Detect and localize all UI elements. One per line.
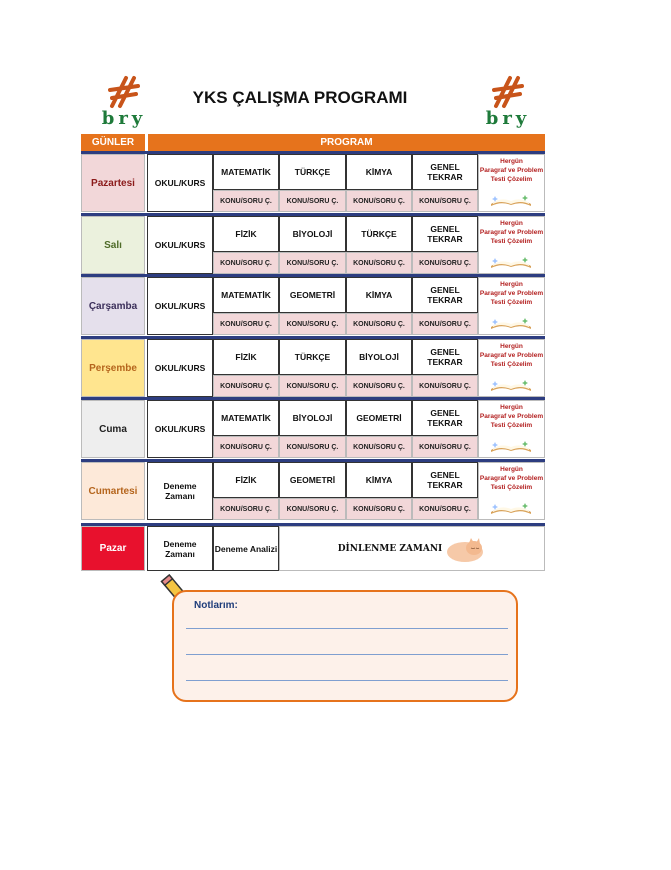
daily-line1: Hergün: [500, 220, 523, 227]
first-slot-text: OKUL/KURS: [154, 301, 206, 311]
subject-cell: [213, 400, 279, 436]
subject-cell: [213, 154, 279, 190]
open-book-icon: [487, 315, 535, 331]
day-name: Cumartesi: [81, 462, 145, 520]
first-slot-cell: [147, 400, 213, 458]
konu-soru-cell: [279, 190, 346, 212]
konu-soru-cell: [346, 436, 412, 458]
konu-soru-text: KONU/SORU Ç.: [220, 505, 272, 513]
konu-soru-cell: [346, 498, 412, 520]
konu-soru-text: KONU/SORU Ç.: [286, 443, 339, 451]
subject-cell: [213, 339, 279, 375]
subject-text: TÜRKÇE: [361, 229, 397, 239]
konu-soru-text: KONU/SORU Ç.: [353, 320, 405, 328]
note-line[interactable]: [186, 654, 508, 655]
daily-line3: Testi Çözelim: [490, 238, 533, 245]
sunday-col1: [147, 526, 213, 571]
day-row: [81, 459, 545, 520]
subject-text: KİMYA: [365, 475, 393, 485]
konu-soru-cell: [213, 313, 279, 335]
subject-text: GENEL TEKRAR: [427, 162, 463, 182]
day-row: [81, 151, 545, 212]
first-slot-text: Deneme Zamanı: [163, 481, 197, 501]
konu-soru-text: KONU/SORU Ç.: [353, 443, 405, 451]
subject-text: KİMYA: [365, 167, 393, 177]
daily-practice-cell: [478, 462, 545, 520]
konu-soru-text: KONU/SORU Ç.: [419, 320, 471, 328]
konu-soru-cell: [213, 436, 279, 458]
konu-soru-cell: [412, 190, 478, 212]
header-program: PROGRAM: [148, 134, 545, 151]
konu-soru-cell: [279, 498, 346, 520]
first-slot-text: OKUL/KURS: [154, 424, 206, 434]
open-book-icon: [487, 377, 535, 393]
sleeping-cat-icon: [444, 534, 486, 564]
subject-text: FİZİK: [235, 475, 257, 485]
first-slot-cell: [147, 462, 213, 520]
subject-cell: [346, 462, 412, 498]
konu-soru-text: KONU/SORU Ç.: [286, 197, 339, 205]
daily-line3: Testi Çözelim: [490, 361, 533, 368]
subject-cell: [213, 216, 279, 252]
subject-cell: [279, 216, 346, 252]
daily-practice-cell: [478, 216, 545, 274]
day-row-sunday: [81, 523, 545, 571]
note-line[interactable]: [186, 680, 508, 681]
day-name: Pazartesi: [81, 154, 145, 212]
subject-text: GENEL TEKRAR: [427, 470, 463, 490]
subject-text: MATEMATİK: [221, 290, 271, 300]
konu-soru-text: KONU/SORU Ç.: [286, 382, 339, 390]
day-row: [81, 336, 545, 397]
subject-text: BİYOLOJİ: [359, 352, 399, 362]
open-book-icon: [487, 500, 535, 516]
subject-text: GEOMETRİ: [356, 413, 402, 423]
sunday-col1-text: Deneme Zamanı: [163, 538, 197, 559]
subject-cell: [412, 216, 478, 252]
subject-cell: [279, 339, 346, 375]
daily-line3: Testi Çözelim: [490, 299, 533, 306]
daily-line2: Paragraf ve Problem: [479, 229, 544, 236]
konu-soru-cell: [279, 252, 346, 274]
day-row: [81, 397, 545, 458]
subject-text: GEOMETRİ: [289, 475, 336, 485]
subject-cell: [412, 339, 478, 375]
konu-soru-text: KONU/SORU Ç.: [353, 197, 405, 205]
subject-text: GENEL TEKRAR: [427, 285, 463, 305]
subject-text: GENEL TEKRAR: [427, 347, 463, 367]
konu-soru-text: KONU/SORU Ç.: [419, 505, 471, 513]
konu-soru-text: KONU/SORU Ç.: [286, 505, 339, 513]
subject-text: TÜRKÇE: [294, 167, 331, 177]
daily-line1: Hergün: [500, 404, 523, 411]
first-slot-cell: [147, 154, 213, 212]
subject-text: FİZİK: [235, 352, 257, 362]
konu-soru-text: KONU/SORU Ç.: [353, 259, 405, 267]
konu-soru-cell: [412, 252, 478, 274]
subject-cell: [346, 277, 412, 313]
rest-time-text: DİNLENME ZAMANI: [337, 543, 443, 554]
day-row: [81, 274, 545, 335]
page-title: YKS ÇALIŞMA PROGRAMI: [192, 88, 408, 107]
konu-soru-cell: [346, 190, 412, 212]
konu-soru-cell: [346, 375, 412, 397]
subject-cell: [279, 400, 346, 436]
daily-line1: Hergün: [500, 281, 523, 288]
daily-practice-cell: [478, 154, 545, 212]
subject-cell: [412, 277, 478, 313]
daily-line1: Hergün: [500, 158, 523, 165]
sunday-col2: [213, 526, 279, 571]
konu-soru-text: KONU/SORU Ç.: [220, 259, 272, 267]
day-name-sunday: Pazar: [81, 526, 145, 571]
daily-practice-cell: [478, 339, 545, 397]
daily-line2: Paragraf ve Problem: [479, 352, 544, 359]
konu-soru-cell: [213, 498, 279, 520]
konu-soru-cell: [412, 313, 478, 335]
subject-cell: [279, 154, 346, 190]
logo-text: bry: [101, 108, 147, 129]
konu-soru-cell: [279, 436, 346, 458]
first-slot-cell: [147, 339, 213, 397]
subject-text: MATEMATİK: [221, 413, 271, 423]
konu-soru-cell: [279, 375, 346, 397]
logo-text: bry: [485, 108, 531, 129]
subject-text: BİYOLOJİ: [292, 229, 333, 239]
bry-logo-mark: [104, 72, 144, 112]
day-name: Cuma: [81, 400, 145, 458]
day-name: Salı: [81, 216, 145, 274]
konu-soru-cell: [346, 252, 412, 274]
subject-cell: [279, 462, 346, 498]
daily-practice-cell: [478, 400, 545, 458]
konu-soru-text: KONU/SORU Ç.: [286, 259, 339, 267]
subject-text: GENEL TEKRAR: [427, 224, 463, 244]
daily-line2: Paragraf ve Problem: [479, 475, 544, 482]
konu-soru-text: KONU/SORU Ç.: [419, 382, 471, 390]
daily-line3: Testi Çözelim: [490, 176, 533, 183]
subject-text: KİMYA: [365, 290, 393, 300]
daily-line1: Hergün: [500, 343, 523, 350]
subject-cell: [346, 400, 412, 436]
subject-cell: [213, 277, 279, 313]
first-slot-text: OKUL/KURS: [154, 363, 206, 373]
open-book-icon: [487, 438, 535, 454]
konu-soru-cell: [346, 313, 412, 335]
konu-soru-cell: [412, 436, 478, 458]
konu-soru-text: KONU/SORU Ç.: [419, 259, 471, 267]
konu-soru-cell: [213, 252, 279, 274]
daily-practice-cell: [478, 277, 545, 335]
subject-text: GEOMETRİ: [289, 290, 336, 300]
daily-line3: Testi Çözelim: [490, 422, 533, 429]
bry-logo-right: [478, 72, 538, 132]
day-name: Çarşamba: [81, 277, 145, 335]
notes-box[interactable]: [172, 590, 518, 702]
subject-text: FİZİK: [235, 229, 257, 239]
subject-cell: [213, 462, 279, 498]
daily-line2: Paragraf ve Problem: [479, 413, 544, 420]
konu-soru-cell: [279, 313, 346, 335]
bry-logo-mark: [488, 72, 528, 112]
subject-text: GENEL TEKRAR: [427, 408, 463, 428]
header-days: GÜNLER: [81, 134, 145, 151]
sunday-col2-text: Deneme Analizi: [214, 543, 278, 554]
day-name: Perşembe: [81, 339, 145, 397]
subject-cell: [346, 216, 412, 252]
first-slot-cell: [147, 216, 213, 274]
subject-cell: [346, 339, 412, 375]
konu-soru-cell: [412, 498, 478, 520]
konu-soru-text: KONU/SORU Ç.: [419, 197, 471, 205]
subject-cell: [346, 154, 412, 190]
subject-text: BİYOLOJİ: [292, 413, 333, 423]
sunday-rest: [279, 526, 545, 571]
konu-soru-cell: [213, 190, 279, 212]
subject-cell: [412, 400, 478, 436]
daily-line3: Testi Çözelim: [490, 484, 533, 491]
konu-soru-text: KONU/SORU Ç.: [286, 320, 339, 328]
first-slot-text: OKUL/KURS: [154, 178, 206, 188]
konu-soru-cell: [412, 375, 478, 397]
subject-text: TÜRKÇE: [294, 352, 331, 362]
daily-line2: Paragraf ve Problem: [479, 167, 544, 174]
daily-line2: Paragraf ve Problem: [479, 290, 544, 297]
konu-soru-text: KONU/SORU Ç.: [353, 505, 405, 513]
subject-cell: [412, 154, 478, 190]
first-slot-text: OKUL/KURS: [154, 240, 206, 250]
daily-line1: Hergün: [500, 466, 523, 473]
subject-cell: [279, 277, 346, 313]
notes-title: Notlarım:: [194, 600, 238, 611]
day-row: [81, 213, 545, 274]
open-book-icon: [487, 192, 535, 208]
konu-soru-text: KONU/SORU Ç.: [220, 197, 272, 205]
subject-text: MATEMATİK: [221, 167, 271, 177]
first-slot-cell: [147, 277, 213, 335]
konu-soru-text: KONU/SORU Ç.: [220, 443, 272, 451]
konu-soru-text: KONU/SORU Ç.: [220, 382, 272, 390]
bry-logo-left: [94, 72, 154, 132]
note-line[interactable]: [186, 628, 508, 629]
konu-soru-text: KONU/SORU Ç.: [419, 443, 471, 451]
konu-soru-text: KONU/SORU Ç.: [353, 382, 405, 390]
open-book-icon: [487, 254, 535, 270]
subject-cell: [412, 462, 478, 498]
konu-soru-cell: [213, 375, 279, 397]
konu-soru-text: KONU/SORU Ç.: [220, 320, 272, 328]
